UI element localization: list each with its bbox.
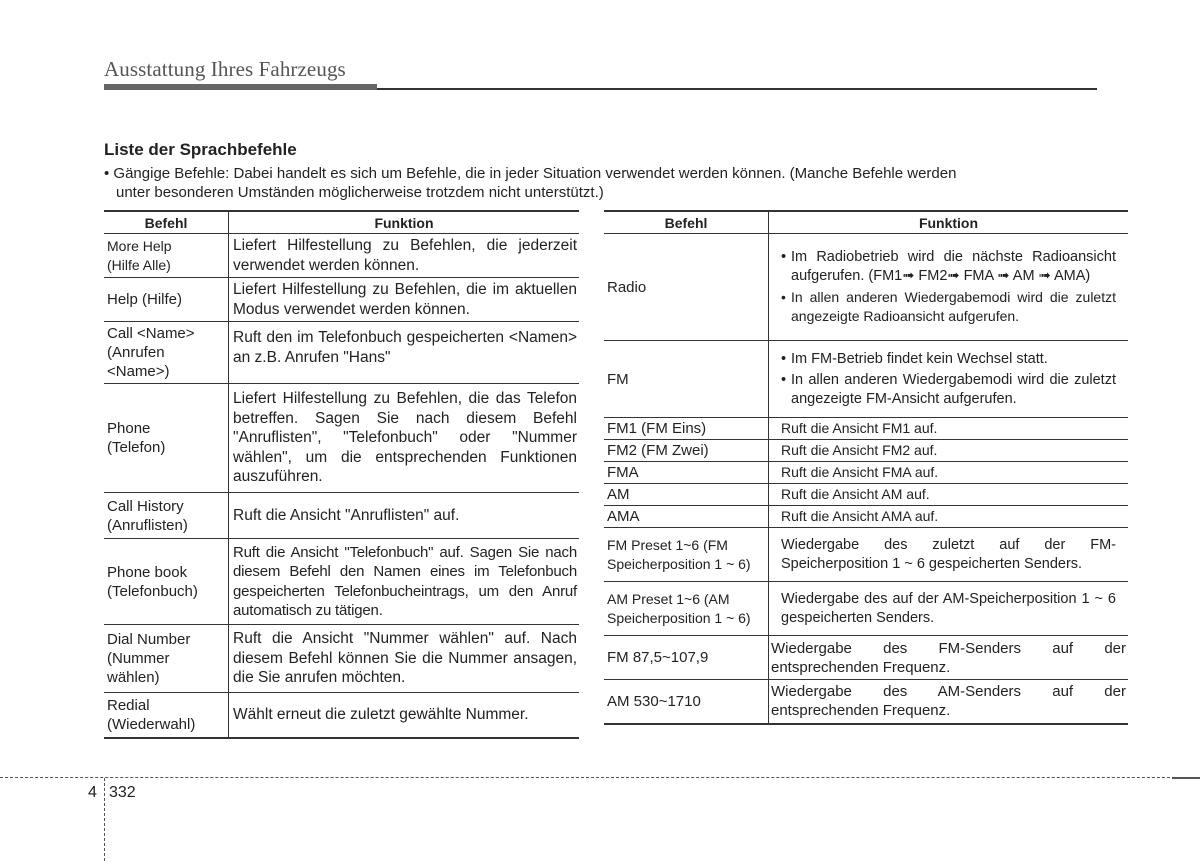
table-row — [104, 234, 579, 278]
command-text: Phone book (Telefonbuch) — [107, 563, 198, 600]
function-cell: Liefert Hilfestellung zu Befehlen, die das Telefon betreffen. Sagen Sie nach diesem Befehl "Anruflisten", "Telefonbuch" oder "Nummer wählen", um die entsprechenden Funktionen auszuführen. — [229, 384, 580, 493]
table-row — [104, 693, 579, 738]
table-row — [604, 462, 1128, 484]
command-text: Call History (Anruflisten) — [107, 497, 188, 534]
page-number: 332 — [109, 784, 136, 801]
column-header-command: Befehl — [604, 211, 769, 234]
command-text: Redial (Wiederwahl) — [107, 696, 196, 733]
function-cell: Wiedergabe des auf der AM-Speicherposition 1 ~ 6 gespeicherten Senders. — [769, 582, 1129, 636]
intro-line-1: • Gängige Befehle: Dabei handelt es sich um Befehle, die in jeder Situation verwendet werden können. (Manche Befehle werden — [104, 165, 957, 182]
command-cell — [104, 539, 229, 625]
function-cell: Wiedergabe des FM-Senders auf der entsprechenden Frequenz. — [769, 636, 1129, 680]
table-row — [604, 506, 1128, 528]
section-title: Liste der Sprachbefehle — [104, 140, 297, 159]
function-cell — [769, 234, 1129, 341]
command-text: AM Preset 1~6 (AM Speicherposition 1 ~ 6) — [607, 590, 751, 626]
bullet-item: • Im FM-Betrieb findet kein Wechsel statt. — [781, 350, 1048, 367]
command-cell — [104, 625, 229, 693]
command-cell — [604, 582, 769, 636]
column-header-command: Befehl — [104, 211, 229, 234]
table-header-row — [104, 211, 579, 234]
table-row — [104, 625, 579, 693]
command-text: Phone (Telefon) — [107, 420, 166, 456]
function-cell: Ruft die Ansicht FM2 auf. — [769, 440, 1129, 462]
command-cell: Help (Hilfe) — [104, 278, 229, 322]
table-row — [604, 234, 1128, 341]
function-cell: Ruft den im Telefonbuch gespeicherten <Namen> an z.B. Anrufen "Hans" — [229, 322, 580, 384]
intro-text — [104, 164, 1104, 202]
table-row — [604, 680, 1128, 724]
table-row — [604, 484, 1128, 506]
bullet-text: In allen anderen Wiedergabemodi wird die zuletzt angezeigte Radioansicht aufgerufen. — [791, 289, 1116, 324]
header-rule-accent — [104, 84, 377, 90]
bullet-item: • Im Radiobetrieb wird die nächste Radioansicht aufgerufen. (FM1➟ FM2➟ FMA ➟ AM ➟ AMA) — [781, 249, 1116, 284]
footer-tick-mark — [1172, 777, 1200, 779]
table-row — [604, 528, 1128, 582]
command-cell: AM 530~1710 — [604, 680, 769, 724]
table-row — [104, 384, 579, 493]
function-cell: Ruft die Ansicht "Nummer wählen" auf. Nach diesem Befehl können Sie die Nummer ansagen, die Sie anrufen möchten. — [229, 625, 580, 693]
command-text: Dial Number (Nummer wählen) — [107, 631, 191, 686]
table-row — [104, 278, 579, 322]
table-row — [104, 322, 579, 384]
function-cell: Ruft die Ansicht "Anruflisten" auf. — [229, 493, 580, 539]
table-row — [604, 341, 1128, 418]
voice-commands-table-left — [104, 210, 579, 739]
command-cell — [104, 693, 229, 738]
command-cell: FM2 (FM Zwei) — [604, 440, 769, 462]
chapter-number: 4 — [88, 784, 97, 801]
function-cell — [769, 341, 1129, 418]
command-cell — [104, 322, 229, 384]
bullet-text: In allen anderen Wiedergabemodi wird die zuletzt angezeigte FM-Ansicht aufgerufen. — [791, 371, 1116, 407]
page-header-title: Ausstattung Ihres Fahrzeugs — [104, 57, 346, 81]
bullet-text: Im FM-Betrieb findet kein Wechsel statt. — [791, 350, 1048, 367]
command-cell: FM — [604, 341, 769, 418]
function-cell: Wählt erneut die zuletzt gewählte Nummer. — [233, 706, 529, 723]
intro-line-2: unter besonderen Umständen möglicherweise trotzdem nicht unterstützt.) — [116, 184, 604, 201]
column-header-function: Funktion — [769, 211, 1129, 234]
function-cell: Ruft die Ansicht "Telefonbuch" auf. Sagen Sie nach diesem Befehl den Namen eines im Telefonbuch gespeicherten Telefonbucheintrags, um den Anruf automatisch zu tätigen. — [229, 539, 580, 625]
command-cell — [604, 528, 769, 582]
table-row — [104, 493, 579, 539]
table-header-row — [604, 211, 1128, 234]
command-text: FM Preset 1~6 (FM Speicherposition 1 ~ 6) — [607, 536, 751, 572]
column-header-function: Funktion — [229, 211, 580, 234]
function-cell: Wiedergabe des AM-Senders auf der entsprechenden Frequenz. — [771, 683, 1126, 720]
function-cell: Ruft die Ansicht FM1 auf. — [769, 418, 1129, 440]
table-row — [604, 636, 1128, 680]
command-cell — [104, 234, 229, 278]
command-cell — [104, 384, 229, 493]
command-cell: Radio — [604, 234, 769, 341]
table-row — [104, 539, 579, 625]
command-cell: AM — [604, 484, 769, 506]
bullet-item: • In allen anderen Wiedergabemodi wird die zuletzt angezeigte FM-Ansicht aufgerufen. — [781, 371, 1116, 407]
function-cell: Liefert Hilfestellung zu Befehlen, die im aktuellen Modus verwendet werden können. — [229, 278, 580, 322]
command-cell: AMA — [604, 506, 769, 528]
table-row — [604, 418, 1128, 440]
table-row — [604, 582, 1128, 636]
command-cell: FM 87,5~107,9 — [604, 636, 769, 680]
function-cell: Ruft die Ansicht AM auf. — [769, 484, 1129, 506]
command-cell — [104, 493, 229, 539]
bullet-text: Im Radiobetrieb wird die nächste Radioansicht aufgerufen. (FM1➟ FM2➟ FMA ➟ AM ➟ AMA) — [791, 249, 1116, 284]
command-text: Call <Name> (Anrufen <Name>) — [107, 325, 195, 380]
command-text: More Help (Hilfe Alle) — [107, 237, 172, 273]
function-cell: Ruft die Ansicht AMA auf. — [769, 506, 1129, 528]
function-cell: Liefert Hilfestellung zu Befehlen, die jederzeit verwendet werden können. — [229, 234, 580, 278]
command-cell: FM1 (FM Eins) — [604, 418, 769, 440]
function-cell: Ruft die Ansicht FMA auf. — [769, 462, 1129, 484]
footer-divider — [0, 777, 1200, 778]
function-cell: Wiedergabe des zuletzt auf der FM-Speicherposition 1 ~ 6 gespeicherten Senders. — [769, 528, 1129, 582]
voice-commands-table-right — [604, 210, 1128, 725]
footer-vertical-divider — [104, 778, 105, 861]
bullet-item: • In allen anderen Wiedergabemodi wird die zuletzt angezeigte Radioansicht aufgerufen. — [781, 289, 1116, 324]
command-cell: FMA — [604, 462, 769, 484]
table-row — [604, 440, 1128, 462]
